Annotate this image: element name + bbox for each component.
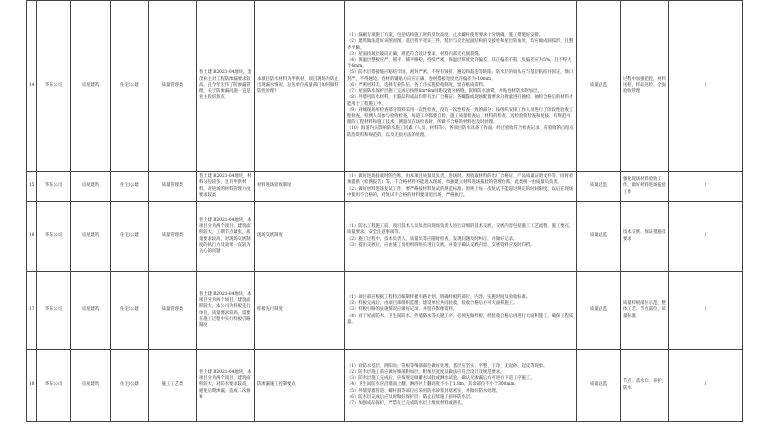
background-cell: 普土建 R2021-04地块，本项目分为两个项目，建筑面积较大，工期节点紧张，质量要求较高，对现场交底制度的执行力及效果一直较为关心的问题	[197, 202, 255, 272]
task-type-cell: 质量管理类	[149, 172, 197, 202]
row-number: 18	[27, 350, 37, 422]
result-cell: 过程中加强把控，材料送检，样品送检、全面验收管理	[621, 1, 669, 172]
task-type-cell: 质量管理类	[149, 272, 197, 350]
detail-line: （1）防水工程施工前，项目技术人员负责向现场负责人进行详细的技术交底，交底内容包括施工工艺流程、施工要点、质量要求、安全注意事项等。	[347, 224, 574, 236]
details-cell	[345, 350, 577, 422]
project-type-cell: 房屋建筑	[71, 172, 111, 202]
table-row	[27, 202, 743, 272]
row-number: 15	[27, 172, 37, 202]
measure-cell: 现场交底制度	[255, 202, 345, 272]
detail-line: （1）项目部应根据工程特点编制样板引路计划，明确样板的部位、内容、实施时间及验收标准。	[347, 294, 531, 300]
company-cell: 华东公司	[37, 272, 71, 350]
detail-line: （7）屋面防水保护层施工完成后按照6m*6m间距设置分格缝，嵌填防水油膏，并贴卷材防水附加层。	[347, 89, 542, 95]
background-cell: 普土建 R2021-04地块，本项目分为两个项目，建筑面积较大，本公司为样板先行单位，质量要求较高，需要在施工过程中实行样板引路制度	[197, 272, 255, 350]
detail-line: （8）外墙用防水材料、卡箍品和成品均带有出厂合格证；各螺箍或现场配置要求分批量进行抽检，抽检合格后的材料才能用于工程施工中。	[347, 95, 574, 107]
detail-line: （1）漏刷专项施工方案，包括结构施工时的反坎高度、止水螺杆使用要求十分明确，施工措施好安排。	[347, 33, 544, 39]
detail-line: （1）做好进场验收时的台账，由本项目质量员负责，进场时，须收取材料的出厂合格证、产品质量证明文件等，同时必须提供（检测报告）等，不合格材料不能进入现场，单独建立材料进场报验的管理台账，此类统一由质量员负责。	[347, 174, 574, 186]
responsible-cell: 质量总监	[577, 350, 621, 422]
row-number: 14	[27, 1, 37, 172]
result-cell: 节点、落水口、养护、防水	[621, 350, 669, 422]
detail-line: （1）对防水基层、阴阳角、管根等细部部位做好处理，基层应坚实、平整、干净、无起砂、起皮等现象。	[347, 363, 548, 369]
note-cell: /	[669, 202, 743, 272]
detail-line: （10）海道内关影响防水施工因素（人员、材料等），各项目防水具备工作面，经过验收符合检查记录，有验收的点结点防治资料和规范的，以及无损方法的处理。	[347, 126, 574, 138]
company-cell: 华东公司	[37, 172, 71, 202]
task-type-cell: 质量管理类	[149, 1, 197, 172]
detail-line: （3）屋面找坡层坡向正确，规范符合设计要求，材料内部无孔洞裂缝。	[347, 51, 483, 57]
measure-cell: 材料进场验收制度	[255, 172, 345, 202]
details-cell	[345, 1, 577, 172]
detail-line: （3）防水层施工完成后，应按规定做蓄水试验或淋水试验，确认无渗漏后方可进行下道工序施工。	[347, 376, 535, 382]
detail-line: （2）样板完成后，由项目部组织监理、建设单位共同验收，验收合格后方可大面积施工。	[347, 301, 518, 307]
measure-cell: 本项目防水材料为甲供材，项目现场为防止出现漏水情况，总包单位质量部门如何做好防控处理?	[255, 1, 345, 172]
company-cell: 华东公司	[37, 1, 71, 172]
details-cell	[345, 202, 577, 272]
detail-line: （9）对城现场所检查部分资料采用一次性检查，没有一次性检查一致的部分；按组织安排工作人员进行了阶段性验收工程检查，检测人员参与验收检查，每道工序都要自检，施工质量检查后，材料的检查、送检验收检查和复核，有规范可循的工程材料和施工技术，测量员在场检查时，所做不合格的材料也及时处理。	[347, 107, 574, 126]
detail-line: （2）施工过程中，技术负责人、质量员等应随时检查，发现问题及时纠正，并做好记录。	[347, 236, 518, 242]
company-cell: 华东公司	[37, 202, 71, 272]
responsible-cell: 质量总监	[577, 1, 621, 172]
category-cell: 住宅/公建	[111, 202, 149, 272]
table-body	[27, 1, 743, 422]
project-type-cell: 房屋建筑	[71, 350, 111, 422]
note-cell: /	[669, 350, 743, 422]
category-cell: 住宅/公建	[111, 272, 149, 350]
detail-line: （4）保温层整板应严，铺平、铺平修稳，持续严密，保温层厚度允许偏差，其正偏差不限，负偏差应为5%，且不得大于4mm。	[347, 58, 572, 70]
category-cell: 住宅/公建	[111, 350, 149, 422]
responsible-cell: 质量总监	[577, 202, 621, 272]
row-number: 17	[27, 272, 37, 350]
detail-line: （5）防水层搭接缝应粘结牢固，密封严密，不得有皱折、翘边和鼓泡等缺陷；防水层的收头应与基层粘结并固定，缝口封严，不得翘边。卷材的铺贴方向应正确，卷材搭接宽度允许偏差为-10mm。	[347, 70, 574, 82]
measure-cell: 样板先行制度	[255, 272, 345, 350]
table-row	[27, 1, 743, 172]
quality-management-table	[26, 0, 743, 422]
table-row	[27, 350, 743, 422]
project-type-cell: 房屋建筑	[71, 272, 111, 350]
detail-line: （2）做好材料进场复试工作，要严格按材料复试的规范标准、原则上每一次复试不能超过规定的时间限度，以后在现场中使用不合格的，对复试不合格的材料要清退出场，严格执行。	[347, 186, 574, 198]
category-cell: 住宅/公建	[111, 172, 149, 202]
detail-line: （4）对于屋面防水、卫生间防水、外墙防水等关键工序，必须先做样板，经验收合格后再进行大面积施工，确保工程质量。	[347, 313, 574, 325]
task-type-cell: 施工工艺类	[149, 350, 197, 422]
detail-line: （6）严密材料无，选择专业队伍，各工序实施验收制度，留存纸质资料。	[347, 82, 488, 88]
background-cell: 普土建 R2021-04地块，金茂业主对工程防渗漏要求较高，且今年宏伟了防渗漏管理，关于防渗漏问题一直是业主投诉焦点	[197, 1, 255, 172]
document-page	[26, 0, 742, 436]
row-number: 16	[27, 202, 37, 272]
responsible-cell: 质量总监	[577, 172, 621, 202]
responsible-cell: 质量总监	[577, 272, 621, 350]
detail-line: （2）建筑做法选好该图原图，基层找平宽证三件，基层与交出屋面结构的交接处和屋层转角处，均应做成圆弧形，且整齐平顺。	[347, 39, 574, 51]
table-row	[27, 272, 743, 350]
task-type-cell: 质量管理类	[149, 202, 197, 272]
detail-line: （2）防水层施工前应做好细部附加层，附加层宽度及做法应符合设计及规范要求。	[347, 369, 505, 375]
detail-line: （7）加强成品保护，严禁在已完成防水层上堆放材料或凿孔。	[347, 401, 466, 406]
result-cell: 强化现场材料验收工作，做好材料进场报验工作	[621, 172, 669, 202]
detail-line: （6）防水层完成后应及时做好保护层，防止后续施工损坏防水层。	[347, 394, 475, 400]
note-cell: /	[669, 172, 743, 202]
company-cell: 华东公司	[37, 350, 71, 422]
details-cell	[345, 172, 577, 202]
note-cell: /	[669, 272, 743, 350]
result-cell: 质量样板部位示范、整体工艺、节点部位、质量标准	[621, 272, 669, 350]
background-cell: 普土建 R2021-04地块，本项目分为两个项目，建筑面积较大，对防水要求较高，避免后期渗漏，造成二次修补	[197, 350, 255, 422]
result-cell: 技术交底、保证措施及要求	[621, 202, 669, 272]
project-type-cell: 房屋建筑	[71, 202, 111, 272]
detail-line: （3）样板引路的实施情况应做好记录，并留存影像资料。	[347, 307, 458, 313]
note-cell: /	[669, 1, 743, 172]
details-cell	[345, 272, 577, 350]
detail-line: （5）外墙穿墙管道、螺杆洞等部位应采用防水砂浆封堵密实，并做好防水处理。	[347, 388, 501, 394]
project-type-cell: 房屋建筑	[71, 1, 111, 172]
table-row	[27, 172, 743, 202]
measure-cell: 防渗漏施工控制要点	[255, 350, 345, 422]
detail-line: （4）卫生间防水应沿墙面上翻，淋浴区上翻高度不小于1.8m，其余部位不小于300mm。	[347, 382, 519, 388]
category-cell: 住宅/公建	[111, 1, 149, 172]
detail-line: （3）提出交底后，应由施工员组织班组长进行交底，并签字确认交底内容，交底资料应及时归档。	[347, 242, 535, 248]
background-cell: 普土建 R2021-04地块，材料分包较多，且有甲供材料，对进场的材料管理力度要求较高	[197, 172, 255, 202]
